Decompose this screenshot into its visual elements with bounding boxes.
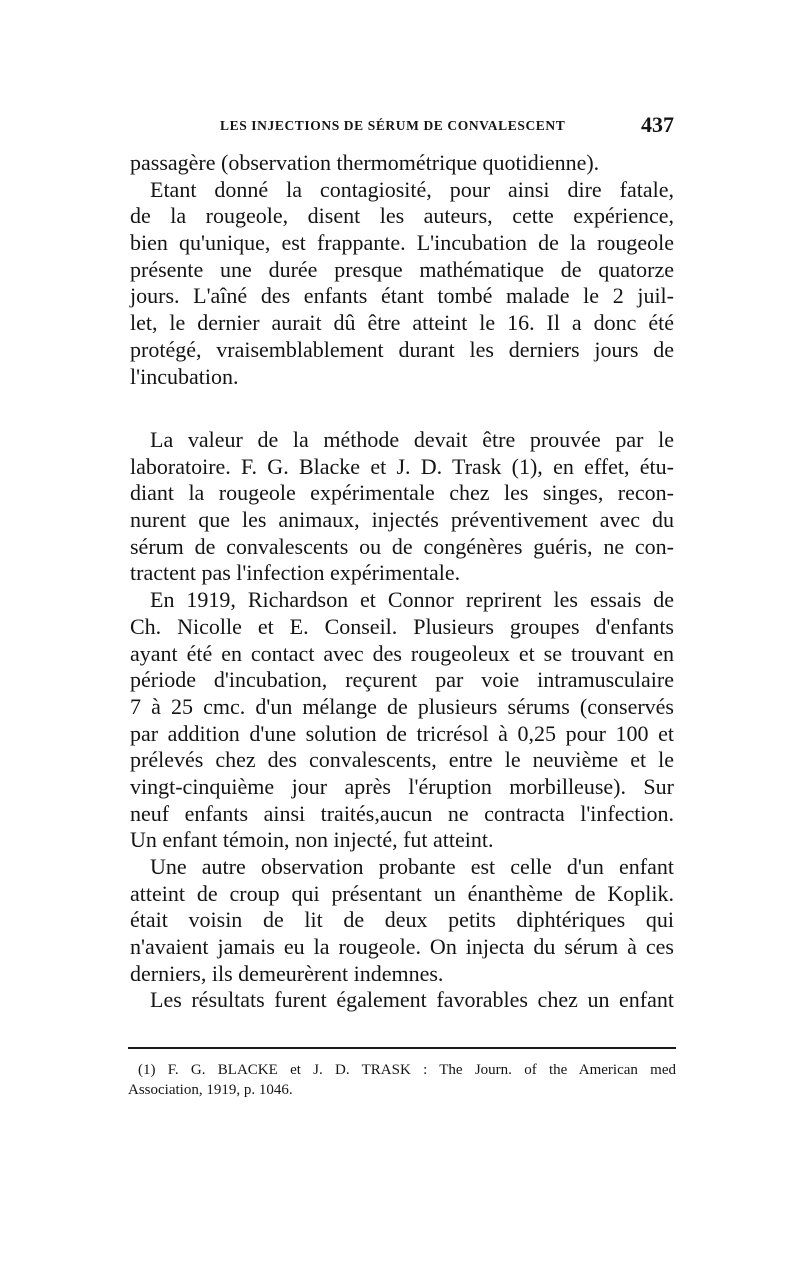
paragraph-line: protégé, vraisemblablement durant les derniers jours de bbox=[130, 336, 674, 362]
paragraph-line: derniers, ils demeurèrent indemnes. bbox=[130, 960, 444, 986]
paragraph-line: ayant été en contact avec des rougeoleux et se trouvant en bbox=[130, 640, 674, 666]
paragraph-line: présente une durée presque mathématique de quatorze bbox=[130, 256, 674, 282]
paragraph-line: atteint de croup qui présentant un énanthème de Koplik. bbox=[130, 880, 674, 906]
paragraph-line: tractent pas l'infection expérimentale. bbox=[130, 560, 461, 586]
running-head bbox=[128, 112, 676, 142]
paragraph-line: n'avaient jamais eu la rougeole. On injecta du sérum à ces bbox=[130, 934, 674, 960]
paragraph-line: était voisin de lit de deux petits diphtériques qui bbox=[130, 907, 674, 933]
paragraph-line: bien qu'unique, est frappante. L'incubation de la rougeole bbox=[130, 230, 674, 256]
paragraph-line: En 1919, Richardson et Connor reprirent les essais de bbox=[150, 587, 674, 613]
footnote bbox=[128, 1060, 676, 1100]
footnote-rule bbox=[128, 1047, 676, 1049]
paragraph-line: La valeur de la méthode devait être prouvée par le bbox=[150, 427, 674, 452]
paragraph-line: par addition d'une solution de tricrésol à 0,25 pour 100 et bbox=[130, 720, 674, 746]
footnote-line: Association, 1919, p. 1046. bbox=[128, 1082, 293, 1098]
paragraph-line: période d'incubation, reçurent par voie intramusculaire bbox=[130, 667, 674, 693]
paragraph-line: passagère (observation thermométrique quotidienne). bbox=[130, 150, 600, 175]
paragraph-line: vingt-cinquième jour après l'éruption morbilleuse). Sur bbox=[130, 773, 674, 799]
paragraph-line: let, le dernier aurait dû être atteint le 16. Il a donc été bbox=[130, 310, 674, 336]
paragraph-line: de la rougeole, disent les auteurs, cette expérience, bbox=[130, 203, 674, 229]
paragraph-line: Les résultats furent également favorables chez un enfant bbox=[150, 987, 674, 1013]
paragraph-line: laboratoire. F. G. Blacke et J. D. Trask (1), en effet, étu- bbox=[130, 453, 674, 479]
paragraph-line: l'incubation. bbox=[130, 363, 239, 389]
paragraph-line: Une autre observation probante est celle d'un enfant bbox=[150, 854, 674, 879]
paragraph-line: Ch. Nicolle et E. Conseil. Plusieurs groupes d'enfants bbox=[130, 613, 674, 639]
body-text-block-1 bbox=[130, 150, 674, 390]
running-title: LES INJECTIONS DE SÉRUM DE CONVALESCENT bbox=[220, 118, 566, 133]
paragraph-line: neuf enfants ainsi traités,aucun ne contracta l'infection. bbox=[130, 800, 674, 826]
paragraph-line: nurent que les animaux, injectés préventivement avec du bbox=[130, 507, 674, 533]
body-text-block-2 bbox=[130, 427, 674, 1014]
paragraph-line: Un enfant témoin, non injecté, fut atteint. bbox=[130, 827, 494, 853]
paragraph-line: 7 à 25 cmc. d'un mélange de plusieurs sérums (conservés bbox=[130, 693, 674, 719]
paragraph-line: diant la rougeole expérimentale chez les singes, recon- bbox=[130, 480, 674, 506]
paragraph-line: sérum de convalescents ou de congénères guéris, ne con- bbox=[130, 533, 674, 559]
page-number: 437 bbox=[641, 112, 674, 137]
footnote-line: (1) F. G. BLACKE et J. D. TRASK : The Journ. of the American med bbox=[138, 1062, 676, 1078]
paragraph-line: Etant donné la contagiosité, pour ainsi dire fatale, bbox=[150, 176, 674, 202]
paragraph-line: jours. L'aîné des enfants étant tombé malade le 2 juil- bbox=[130, 283, 674, 309]
paragraph-line: prélevés chez des convalescents, entre le neuvième et le bbox=[130, 747, 674, 773]
